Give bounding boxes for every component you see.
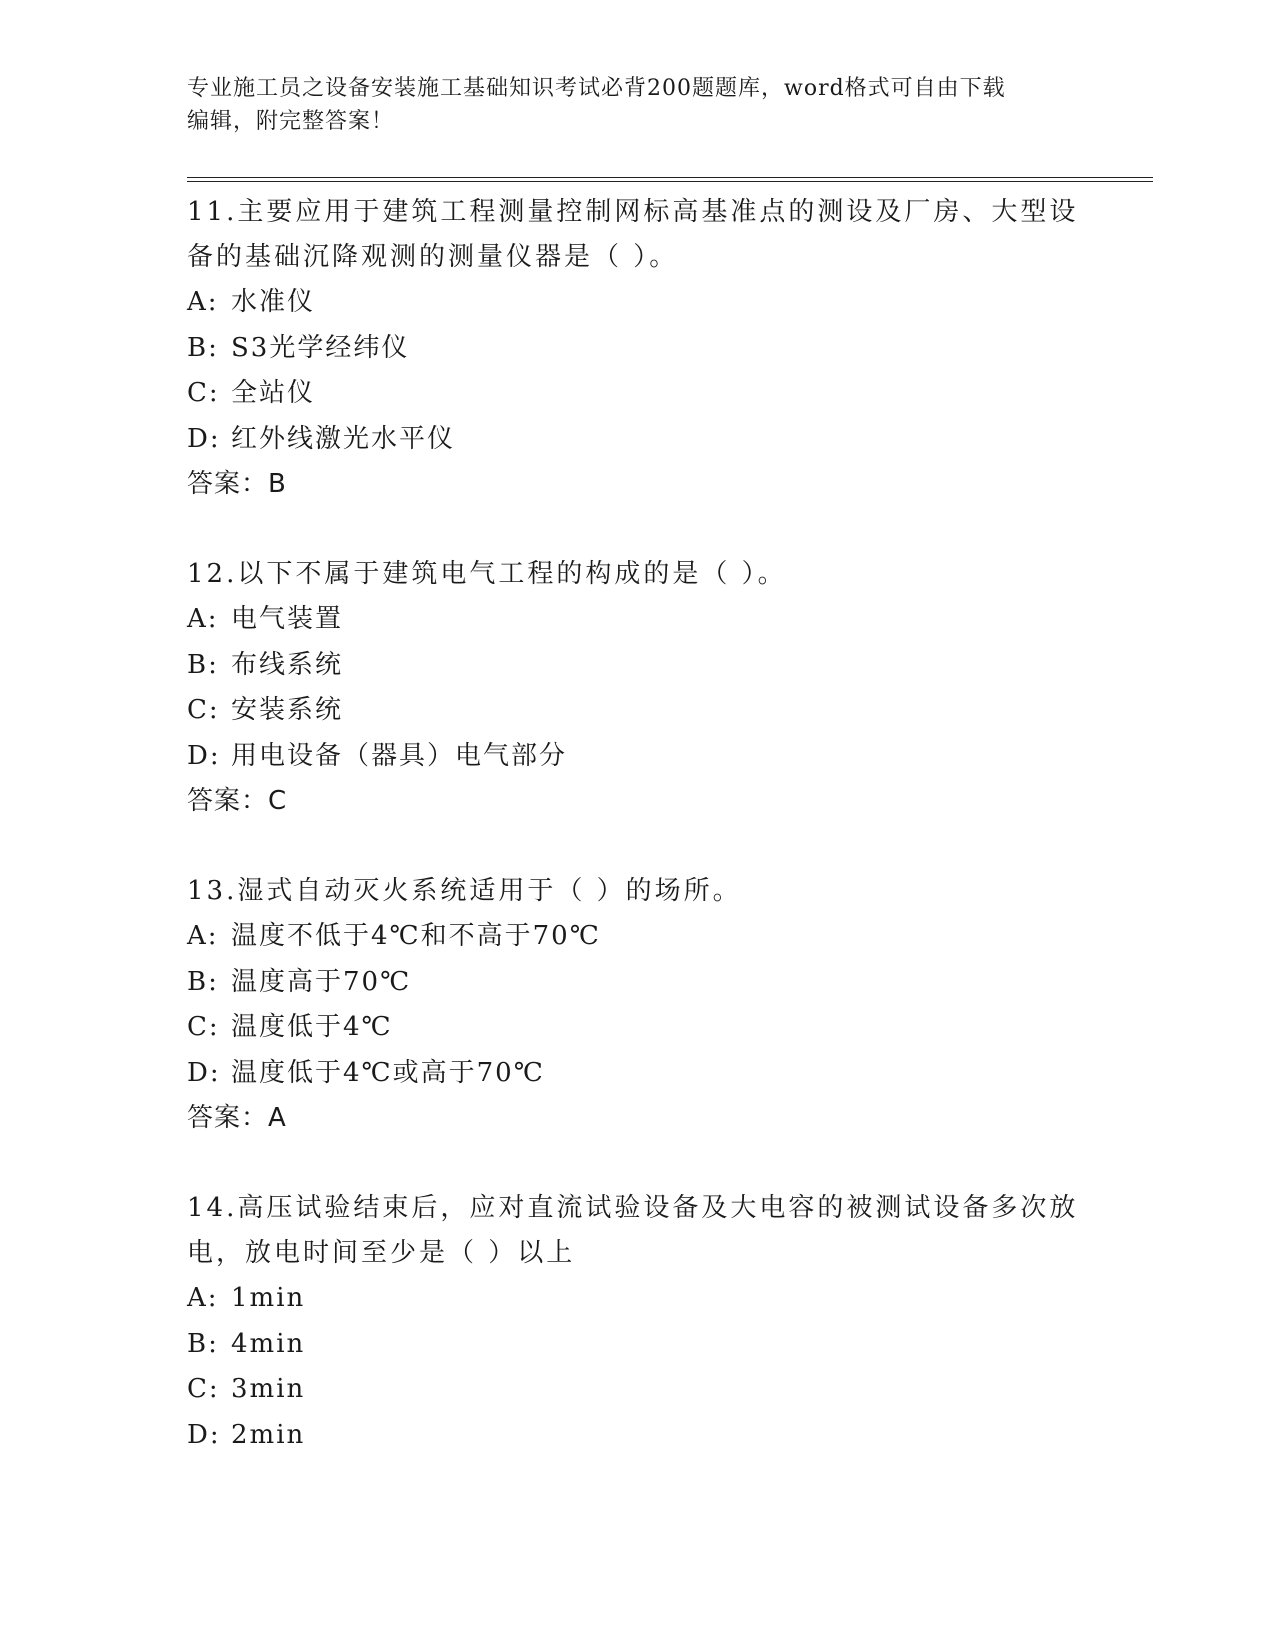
option-d (187, 734, 1087, 780)
stem-line-2: 备的基础沉降观测的测量仪器是（ ）。 (187, 242, 679, 272)
option-c (187, 1005, 1087, 1051)
stem-line-1: 11.主要应用于建筑工程测量控制网标高基准点的测设及厂房、大型设 (187, 197, 1079, 227)
option-text: 2min (231, 1419, 306, 1450)
option-letter: C: (187, 1374, 220, 1404)
stem-line-1: 13.湿式自动灭火系统适用于（ ）的场所。 (187, 876, 742, 906)
stem-line-2: 电，放电时间至少是（ ）以上 (187, 1238, 576, 1268)
header-line-1: 专业施工员之设备安装施工基础知识考试必背200题题库，word格式可自由下载 (187, 76, 1006, 101)
option-b (187, 960, 1087, 1006)
option-c (187, 371, 1087, 417)
option-letter: C: (187, 695, 220, 725)
option-letter: C: (187, 1012, 220, 1042)
option-d (187, 1413, 1087, 1459)
option-letter: A: (187, 1283, 219, 1313)
option-c (187, 688, 1087, 734)
document-header (187, 72, 1067, 138)
question-list (187, 190, 1087, 1503)
option-letter: D: (187, 740, 221, 771)
header-line-2: 编辑，附完整答案！ (187, 109, 395, 134)
option-letter: C: (187, 378, 220, 408)
option-a (187, 280, 1087, 326)
question-12 (187, 552, 1087, 824)
option-text: 用电设备（器具）电气部分 (231, 740, 568, 771)
option-a (187, 1276, 1087, 1322)
option-b (187, 643, 1087, 689)
option-text: 3min (231, 1374, 306, 1404)
option-text: S3光学经纬仪 (231, 332, 410, 363)
answer-line: 答案：A (187, 1103, 287, 1133)
option-text: 温度高于70℃ (231, 966, 412, 997)
option-a (187, 597, 1087, 643)
option-d (187, 417, 1087, 463)
option-letter: B: (187, 1328, 219, 1359)
option-text: 温度不低于4℃和不高于70℃ (231, 921, 601, 951)
option-letter: B: (187, 332, 219, 363)
option-a (187, 914, 1087, 960)
option-text: 温度低于4℃ (231, 1012, 393, 1042)
option-text: 全站仪 (231, 378, 316, 408)
option-letter: A: (187, 604, 219, 634)
option-letter: A: (187, 287, 219, 317)
option-text: 1min (231, 1283, 306, 1313)
question-stem (187, 869, 1087, 914)
option-text: 安装系统 (231, 695, 344, 725)
question-11 (187, 190, 1087, 507)
option-text: 水准仪 (231, 287, 316, 317)
option-text: 4min (231, 1328, 306, 1359)
option-b (187, 1322, 1087, 1368)
question-13 (187, 869, 1087, 1141)
question-14 (187, 1186, 1087, 1458)
option-b (187, 326, 1087, 372)
stem-line-1: 14.高压试验结束后，应对直流试验设备及大电容的被测试设备多次放 (187, 1193, 1079, 1223)
question-stem (187, 1186, 1087, 1276)
question-stem (187, 190, 1087, 280)
question-stem (187, 552, 1087, 597)
option-text: 红外线激光水平仪 (231, 423, 456, 454)
option-letter: D: (187, 423, 221, 454)
option-text: 温度低于4℃或高于70℃ (231, 1057, 545, 1088)
option-d (187, 1051, 1087, 1097)
option-letter: D: (187, 1419, 221, 1450)
header-divider (187, 177, 1153, 182)
option-text: 电气装置 (231, 604, 344, 634)
option-text: 布线系统 (231, 649, 344, 680)
answer-line: 答案：B (187, 469, 287, 499)
answer-line: 答案：C (187, 786, 288, 816)
option-letter: A: (187, 921, 219, 951)
option-c (187, 1367, 1087, 1413)
option-letter: B: (187, 966, 219, 997)
option-letter: D: (187, 1057, 221, 1088)
stem-line-1: 12.以下不属于建筑电气工程的构成的是（ ）。 (187, 559, 787, 589)
option-letter: B: (187, 649, 219, 680)
